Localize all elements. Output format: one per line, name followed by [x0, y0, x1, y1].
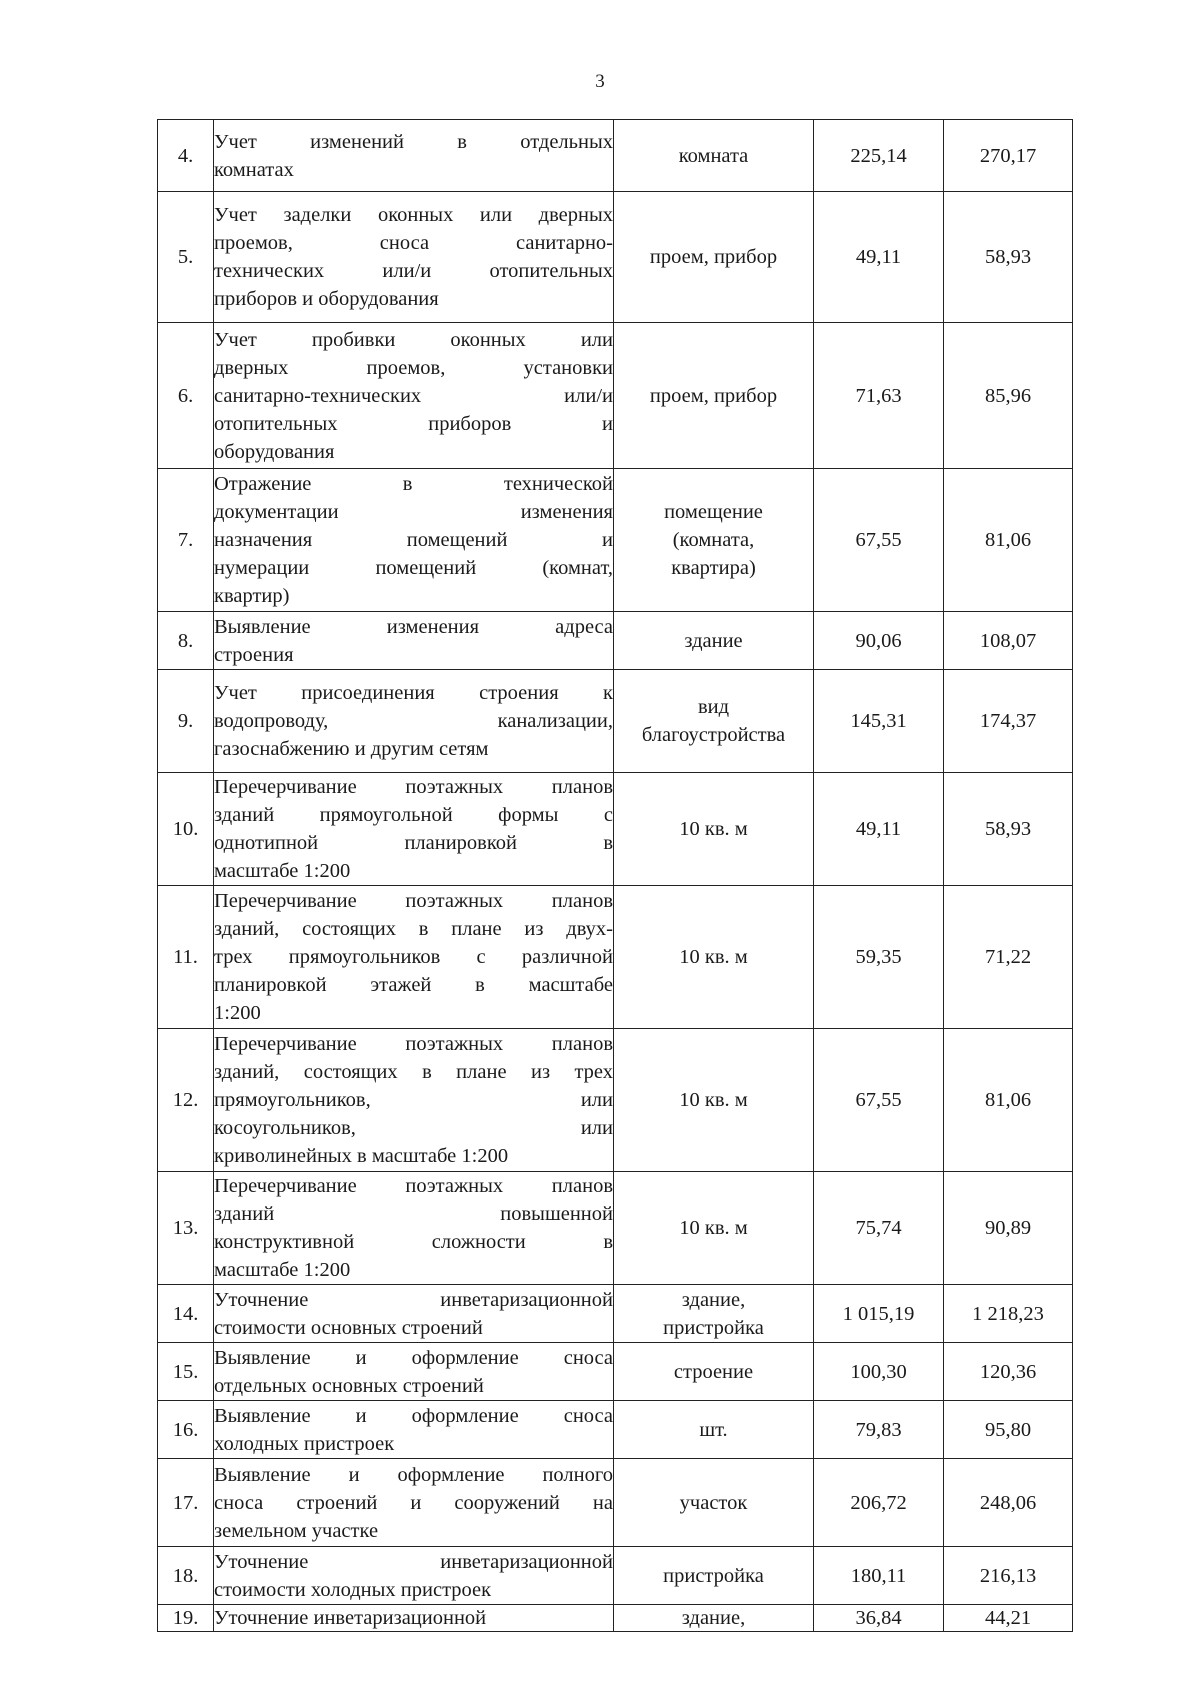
- unit-of-measure: [614, 612, 814, 670]
- unit-line: (комната,: [672, 529, 755, 551]
- unit-line: участок: [679, 1491, 748, 1514]
- unit-of-measure: [614, 1343, 814, 1401]
- description-line: отопительных приборов и: [214, 412, 613, 435]
- description-line: холодных пристроек: [214, 1432, 395, 1455]
- price-without-vat: 67,55: [814, 469, 944, 612]
- price-without-vat: 225,14: [814, 120, 944, 192]
- description-line: 1:200: [214, 1002, 261, 1024]
- table-row: [158, 612, 1073, 670]
- price-without-vat: 180,11: [814, 1547, 944, 1605]
- unit-line: 10 кв. м: [679, 818, 748, 840]
- table-row: [158, 773, 1073, 886]
- table-row: [158, 1285, 1073, 1343]
- unit-line: вид: [697, 696, 730, 718]
- description-line: отдельных основных строений: [214, 1374, 484, 1397]
- service-description: [214, 1547, 614, 1605]
- description-line: дверных проемов, установки: [214, 356, 613, 379]
- service-description: [214, 469, 614, 612]
- price-without-vat: 79,83: [814, 1401, 944, 1459]
- description-line: масштабе 1:200: [214, 860, 351, 882]
- description-line: квартир): [214, 585, 290, 607]
- description-line: Перечерчивание поэтажных планов: [214, 890, 613, 912]
- table-row: [158, 670, 1073, 773]
- service-description: [214, 120, 614, 192]
- unit-line: комната: [678, 144, 749, 167]
- price-with-vat: 1 218,23: [944, 1285, 1073, 1343]
- service-description: [214, 1605, 614, 1632]
- price-without-vat: 145,31: [814, 670, 944, 773]
- unit-of-measure: [614, 1547, 814, 1605]
- description-line: назначения помещений и: [214, 529, 613, 551]
- description-line: однотипной планировкой в: [214, 832, 613, 854]
- description-line: Выявление изменения адреса: [214, 615, 613, 638]
- row-number: 13.: [158, 1172, 214, 1285]
- unit-line: пристройка: [663, 1564, 764, 1587]
- row-number: 11.: [158, 886, 214, 1029]
- price-without-vat: 1 015,19: [814, 1285, 944, 1343]
- description-line: приборов и оборудования: [214, 288, 439, 310]
- description-line: конструктивной сложности в: [214, 1231, 613, 1253]
- description-line: планировкой этажей в масштабе: [214, 974, 613, 996]
- price-with-vat: 174,37: [944, 670, 1073, 773]
- table-row: [158, 1401, 1073, 1459]
- row-number: 12.: [158, 1029, 214, 1172]
- service-description: [214, 1172, 614, 1285]
- description-line: криволинейных в масштабе 1:200: [214, 1145, 509, 1167]
- description-line: Учет изменений в отдельных: [214, 130, 613, 153]
- service-description: [214, 1401, 614, 1459]
- service-description: [214, 886, 614, 1029]
- price-without-vat: 75,74: [814, 1172, 944, 1285]
- price-with-vat: 90,89: [944, 1172, 1073, 1285]
- row-number: 10.: [158, 773, 214, 886]
- unit-line: 10 кв. м: [679, 1217, 748, 1239]
- description-line: строения: [214, 643, 294, 666]
- fee-table: [157, 119, 1073, 1632]
- description-line: трех прямоугольников с различной: [214, 946, 613, 968]
- price-with-vat: 71,22: [944, 886, 1073, 1029]
- price-with-vat: 81,06: [944, 469, 1073, 612]
- unit-line: здание,: [681, 1607, 746, 1629]
- price-with-vat: 248,06: [944, 1459, 1073, 1547]
- row-number: 18.: [158, 1547, 214, 1605]
- service-description: [214, 670, 614, 773]
- unit-line: строение: [673, 1360, 754, 1383]
- price-with-vat: 108,07: [944, 612, 1073, 670]
- description-line: зданий прямоугольной формы с: [214, 804, 613, 826]
- unit-line: шт.: [699, 1418, 728, 1441]
- description-line: зданий повышенной: [214, 1203, 613, 1225]
- unit-line: помещение: [664, 501, 763, 523]
- row-number: 5.: [158, 192, 214, 323]
- unit-line: проем, прибор: [649, 246, 778, 268]
- description-line: зданий, состоящих в плане из трех: [214, 1061, 613, 1083]
- unit-of-measure: [614, 469, 814, 612]
- row-number: 7.: [158, 469, 214, 612]
- table-row: [158, 1547, 1073, 1605]
- service-description: [214, 323, 614, 469]
- description-line: стоимости основных строений: [214, 1316, 483, 1339]
- unit-of-measure: [614, 1172, 814, 1285]
- description-line: санитарно-технических или/и: [214, 384, 613, 407]
- unit-line: благоустройства: [641, 724, 786, 746]
- description-line: Учет присоединения строения к: [214, 682, 613, 704]
- description-line: масштабе 1:200: [214, 1259, 351, 1281]
- description-line: стоимости холодных пристроек: [214, 1578, 492, 1601]
- description-line: нумерации помещений (комнат,: [214, 557, 613, 579]
- unit-of-measure: [614, 773, 814, 886]
- price-without-vat: 36,84: [814, 1605, 944, 1632]
- service-description: [214, 773, 614, 886]
- row-number: 14.: [158, 1285, 214, 1343]
- description-line: документации изменения: [214, 501, 613, 523]
- description-line: сноса строений и сооружений на: [214, 1491, 613, 1514]
- description-line: Учет пробивки оконных или: [214, 328, 613, 351]
- price-with-vat: 216,13: [944, 1547, 1073, 1605]
- table-row: [158, 323, 1073, 469]
- table-row: [158, 1605, 1073, 1632]
- service-description: [214, 192, 614, 323]
- price-without-vat: 71,63: [814, 323, 944, 469]
- unit-line: 10 кв. м: [679, 1089, 748, 1111]
- price-without-vat: 59,35: [814, 886, 944, 1029]
- description-line: Выявление и оформление сноса: [214, 1346, 613, 1369]
- description-line: Уточнение инветаризационной: [214, 1607, 487, 1629]
- table-row: [158, 192, 1073, 323]
- description-line: Выявление и оформление сноса: [214, 1404, 613, 1427]
- row-number: 19.: [158, 1605, 214, 1632]
- price-without-vat: 49,11: [814, 192, 944, 323]
- row-number: 9.: [158, 670, 214, 773]
- service-description: [214, 1285, 614, 1343]
- description-line: зданий, состоящих в плане из двух-: [214, 918, 613, 940]
- row-number: 4.: [158, 120, 214, 192]
- description-line: Перечерчивание поэтажных планов: [214, 1033, 613, 1055]
- price-with-vat: 81,06: [944, 1029, 1073, 1172]
- unit-line: квартира): [671, 557, 756, 579]
- unit-of-measure: [614, 1605, 814, 1632]
- price-with-vat: 120,36: [944, 1343, 1073, 1401]
- unit-of-measure: [614, 1285, 814, 1343]
- unit-of-measure: [614, 670, 814, 773]
- description-line: Отражение в технической: [214, 473, 613, 495]
- table-row: [158, 886, 1073, 1029]
- price-with-vat: 85,96: [944, 323, 1073, 469]
- unit-of-measure: [614, 323, 814, 469]
- unit-of-measure: [614, 192, 814, 323]
- description-line: Уточнение инветаризационной: [214, 1550, 613, 1573]
- table-row: [158, 1172, 1073, 1285]
- table-row: [158, 1343, 1073, 1401]
- table-row: [158, 120, 1073, 192]
- description-line: водопроводу, канализации,: [214, 710, 613, 732]
- description-line: газоснабжению и другим сетям: [214, 738, 489, 760]
- unit-of-measure: [614, 1029, 814, 1172]
- row-number: 8.: [158, 612, 214, 670]
- price-without-vat: 100,30: [814, 1343, 944, 1401]
- row-number: 17.: [158, 1459, 214, 1547]
- service-description: [214, 1029, 614, 1172]
- row-number: 6.: [158, 323, 214, 469]
- unit-of-measure: [614, 886, 814, 1029]
- unit-line: проем, прибор: [649, 384, 778, 407]
- price-with-vat: 270,17: [944, 120, 1073, 192]
- description-line: Перечерчивание поэтажных планов: [214, 1175, 613, 1197]
- price-without-vat: 206,72: [814, 1459, 944, 1547]
- description-line: Выявление и оформление полного: [214, 1463, 613, 1486]
- unit-line: пристройка: [663, 1316, 764, 1339]
- page-number: 3: [595, 71, 605, 92]
- service-description: [214, 1343, 614, 1401]
- price-without-vat: 49,11: [814, 773, 944, 886]
- service-description: [214, 612, 614, 670]
- price-with-vat: 95,80: [944, 1401, 1073, 1459]
- description-line: Уточнение инветаризационной: [214, 1288, 613, 1311]
- description-line: технических или/и отопительных: [214, 260, 613, 282]
- table-row: [158, 1459, 1073, 1547]
- description-line: комнатах: [214, 158, 294, 181]
- unit-line: здание,: [681, 1288, 746, 1311]
- description-line: земельном участке: [214, 1519, 379, 1542]
- row-number: 16.: [158, 1401, 214, 1459]
- description-line: проемов, сноса санитарно-: [214, 232, 613, 254]
- price-without-vat: 90,06: [814, 612, 944, 670]
- unit-line: здание: [684, 629, 743, 652]
- service-description: [214, 1459, 614, 1547]
- price-with-vat: 44,21: [944, 1605, 1073, 1632]
- price-with-vat: 58,93: [944, 773, 1073, 886]
- table-row: [158, 1029, 1073, 1172]
- description-line: косоугольников, или: [214, 1117, 613, 1139]
- description-line: оборудования: [214, 440, 335, 463]
- description-line: прямоугольников, или: [214, 1089, 613, 1111]
- unit-of-measure: [614, 1401, 814, 1459]
- row-number: 15.: [158, 1343, 214, 1401]
- price-with-vat: 58,93: [944, 192, 1073, 323]
- unit-of-measure: [614, 120, 814, 192]
- description-line: Учет заделки оконных или дверных: [214, 204, 613, 226]
- unit-of-measure: [614, 1459, 814, 1547]
- description-line: Перечерчивание поэтажных планов: [214, 776, 613, 798]
- unit-line: 10 кв. м: [679, 946, 748, 968]
- table-row: [158, 469, 1073, 612]
- price-without-vat: 67,55: [814, 1029, 944, 1172]
